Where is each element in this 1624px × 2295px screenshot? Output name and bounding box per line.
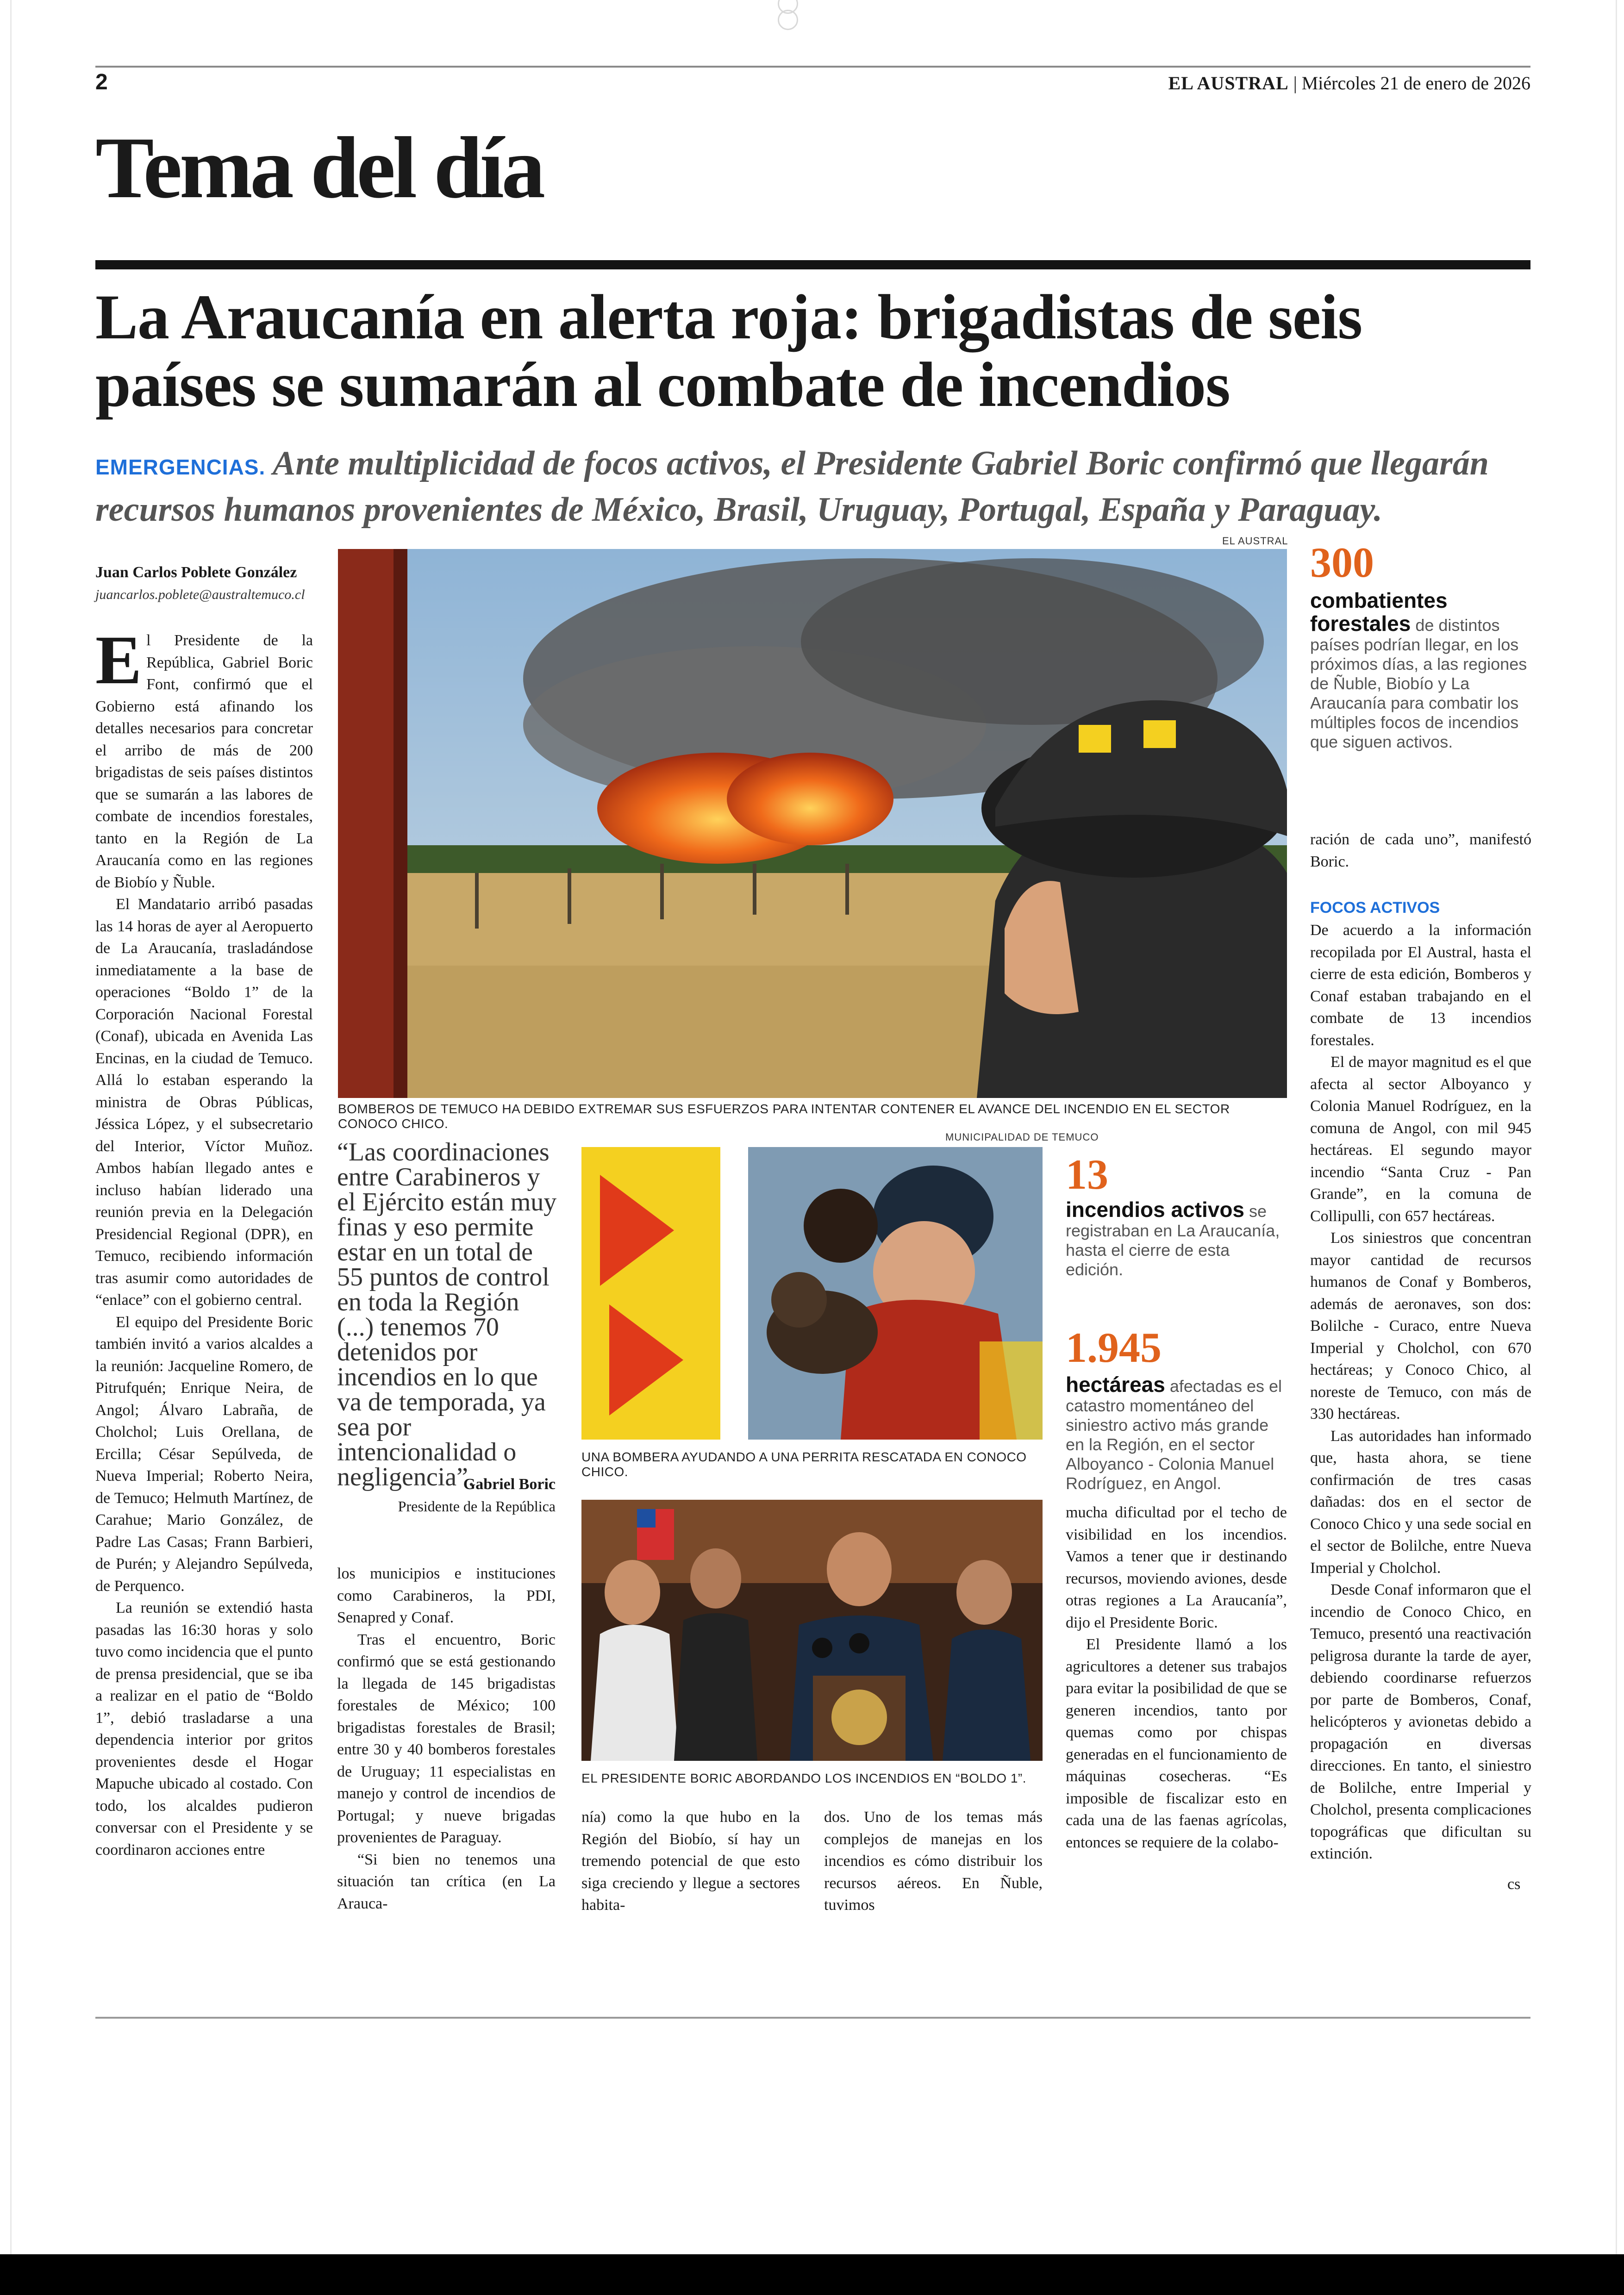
stat-number: 300	[1310, 539, 1374, 586]
section-rule	[95, 260, 1530, 269]
quote-author: Gabriel Boric	[463, 1476, 556, 1493]
deck	[95, 442, 1540, 531]
page-edge-right	[1616, 0, 1617, 2254]
paragraph: La reunión se extendió hasta pasadas las 16:30 horas y solo tuvo como incidencia que el punto de prensa presidencial, que se iba a realizar en el patio de “Boldo 1”, debió trasladarse a una dependencia interior por gritos provenientes desde el Hogar Mapuche ubicado al costado. Con todo, los alcaldes pudieron conversar con el Presidente y se coordinaron acciones entre	[95, 1599, 313, 1858]
paragraph: Tras el encuentro, Boric confirmó que se está gestionando la llegada de 145 brigadistas forestales de México; 100 brigadistas forestales de Brasil; entre 30 y 40 bomberos forestales de Uruguay; 11 especialistas en manejo y control de incendios de Portugal; y nueve brigadas provenientes de Paraguay.	[337, 1631, 556, 1846]
headline-line: La Araucanía en alerta roja: brigadistas de seis	[95, 281, 1362, 352]
stat-number: 1.945	[1066, 1324, 1162, 1371]
drop-cap: E	[95, 622, 142, 698]
stat-label: hectáreas	[1066, 1372, 1165, 1397]
dot-icon[interactable]	[778, 10, 798, 30]
article-column-6-continued	[1310, 919, 1531, 1865]
article-column-1	[95, 622, 313, 1861]
folio: EL AUSTRAL | Miércoles 21 de enero de 2026	[1168, 73, 1530, 94]
quote-author-role: Presidente de la República	[398, 1498, 556, 1515]
stat-label: incendios activos	[1066, 1197, 1245, 1222]
paragraph: nía) como la que hubo en la Región del Biobío, sí hay un tremendo potencial de que esto siga creciendo y llegue a sectores habita-	[581, 1809, 800, 1914]
paragraph: De acuerdo a la información recopilada por El Austral, hasta el cierre de esta edición, Bomberos y Conaf estaban trabajando en el combate de 13 incendios forestales.	[1310, 922, 1531, 1049]
headline	[95, 283, 1535, 418]
paragraph: El de mayor magnitud es el que afecta al sector Alboyanco y Colonia Manuel Rodríguez, en la comuna de Angol, con mil 945 hectáreas. El segundo mayor incendio “Santa Cruz - Pan Grande”, en la comuna de Collipulli, con 657 hectáreas.	[1310, 1054, 1531, 1225]
main-photo-firefighter	[338, 549, 1287, 1098]
article-column-2	[337, 1563, 556, 1915]
dog-photo-caption: UNA BOMBERA AYUDANDO A UNA PERRITA RESCATADA EN CONOCO CHICO.	[581, 1450, 1027, 1479]
paragraph: ración de cada uno”, manifestó Boric.	[1310, 831, 1531, 870]
stat-description: combatientes forestales de distintos países podrían llegar, en los próximos días, a las regiones de Ñuble, Biobío y La Araucanía para combatir los múltiples focos de incendios que siguen activos.	[1310, 588, 1527, 751]
paragraph: El Mandatario arribó pasadas las 14 horas de ayer al Aeropuerto de La Araucanía, trasladándose inmediatamente a la base de operaciones “Boldo 1” de la Corporación Nacional Forestal (Conaf), ubicada en Avenida Las Encinas, en la ciudad de Temuco. Allá lo estaban esperando la ministra de Obras Públicas, Jéssica López, y el subsecretario del Interior, Víctor Muñoz. Ambos habían llegado antes e incluso habían liderado una reunión previa en la Delegación Presidencial Regional (DPR), en Temuco, recibiendo información tras asumir como autoridades de “enlace” con el gobierno central.	[95, 896, 313, 1309]
photo-president-boric	[581, 1500, 1043, 1761]
headline-line: países se sumarán al combate de incendios	[95, 349, 1230, 420]
photo-firefighter-dog	[581, 1147, 1043, 1440]
stat-description: incendios activos se registraban en La Araucanía, hasta el cierre de esta edición.	[1066, 1197, 1280, 1279]
section-title: Tema del día	[95, 119, 543, 217]
paragraph: Las autoridades han informado que, hasta ahora, se tiene confirmación de tres casas dañadas: dos en el sector de Conoco Chico y una sede social en el sector de Bolilche, entre Nueva Imperial y Cholchol.	[1310, 1427, 1531, 1577]
paragraph: mucha dificultad por el techo de visibilidad en los incendios. Vamos a tener que ir destinando recursos, moviendo aviones, desde otras regiones a La Araucanía”, dijo el Presidente Boric.	[1066, 1504, 1287, 1631]
kicker-label: EMERGENCIAS.	[95, 455, 266, 479]
paragraph: El equipo del Presidente Boric también invitó a varios alcaldes a la reunión: Jacqueline Romero, de Pitrufquén; Enrique Neira, de Angol; Álvaro Labraña, de Cholchol; Luis Orellana, de Ercilla; César Sepúlveda, de Nueva Imperial; Roberto Neira, de Temuco; Helmuth Martínez, de Carahue; Mario González, de Padre Las Casas; Frann Barbieri, de Purén; y Alejandro Sepúlveda, de Perquenco.	[95, 1313, 313, 1595]
photo-credit: EL AUSTRAL	[1222, 535, 1288, 547]
stat-number: 13	[1066, 1151, 1108, 1198]
paragraph: El Presidente de la República, Gabriel Boric Font, confirmó que el Gobierno está afinando los detalles necesarios para concretar el arribo de más de 200 brigadistas de seis países distintos que se sumarán a las labores de combate de incendios forestales, tanto en la Región de La Araucanía como en las regiones de Biobío y Ñuble.	[95, 622, 313, 891]
stat-description: hectáreas afectadas es el catastro momentáneo del siniestro activo más grande en la Región, en el sector Alboyanco - Colonia Manuel Rodríguez, en Angol.	[1066, 1372, 1282, 1493]
photo-credit: MUNICIPALIDAD DE TEMUCO	[945, 1131, 1099, 1143]
boric-photo-caption: EL PRESIDENTE BORIC ABORDANDO LOS INCENDIOS EN “BOLDO 1”.	[581, 1771, 1026, 1785]
paragraph: los municipios e instituciones como Carabineros, la PDI, Senapred y Conaf.	[337, 1565, 556, 1626]
byline-author: Juan Carlos Poblete González	[95, 564, 297, 581]
paragraph: dos. Uno de los temas más complejos de manejas en los incendios es cómo distribuir los recursos aéreos. En Ñuble, tuvimos	[824, 1809, 1043, 1914]
main-photo-caption: BOMBEROS DE TEMUCO HA DEBIDO EXTREMAR SUS ESFUERZOS PARA INTENTAR CONTENER EL AVANCE DEL INCENDIO EN EL SECTOR CONOCO CHICO.	[338, 1102, 1230, 1131]
stat-label: combatientes forestales	[1310, 588, 1448, 636]
article-column-4	[824, 1806, 1043, 1916]
dog-rescue-photo-illustration	[581, 1147, 1043, 1440]
press-conference-photo-illustration	[581, 1500, 1043, 1761]
pull-quote: “Las coordinaciones entre Carabineros y el Ejército están muy finas y eso permite estar en un total de 55 puntos de control en toda la Región (...) tenemos 70 detenidos por incendios en lo que va de temporada, ya sea por intencionalidad o negligencia”.	[337, 1138, 557, 1491]
viewer-bottom-bar	[0, 2254, 1624, 2295]
article-column-6	[1310, 829, 1531, 873]
wildfire-photo-illustration	[338, 549, 1287, 1098]
deck-line: recursos humanos provenientes de México, Brasil, Uruguay, Portugal, España y Paraguay.	[95, 491, 1383, 529]
paragraph: El Presidente llamó a los agricultores a detener sus trabajos para evitar la posibilidad de que se generen incendios, tanto por quemas como por chispas generadas en el funcionamiento de máquinas cosecheras. “Es imposible de fiscalizar esto en cada una de las faenas agrícolas, entonces se requiere de la colabo-	[1066, 1636, 1287, 1851]
page-number: 2	[95, 70, 108, 94]
paragraph: Los siniestros que concentran mayor cantidad de recursos humanos de Conaf y Bomberos, además de aeronaves, son dos: Bolilche - Curaco, entre Nueva Imperial y Cholchol, con 670 hectáreas; y Conoco Chico, al noreste de Temuco, con más de 330 hectáreas.	[1310, 1229, 1531, 1422]
bottom-rule	[95, 2017, 1530, 2019]
edition-date: Miércoles 21 de enero de 2026	[1301, 73, 1530, 94]
paragraph: Desde Conaf informaron que el incendio de Conoco Chico, en Temuco, presentó una reactivación peligrosa durante la tarde de ayer, debiendo coordinarse refuerzos por parte de Bomberos, Conaf, helicópteros y avionetas debido a propagación en diversas direcciones. En tanto, el siniestro de Bolilche, entre Imperial y Cholchol, presenta complicaciones topográficas que dificultan su extinción.	[1310, 1581, 1531, 1862]
page-edge-left	[10, 0, 12, 2254]
paragraph: “Si bien no tenemos una situación tan crítica (en La Arauca-	[337, 1851, 556, 1912]
article-column-5	[1066, 1502, 1287, 1853]
deck-line: Ante multiplicidad de focos activos, el Presidente Gabriel Boric confirmó que llegarán	[273, 444, 1489, 482]
byline-email: juancarlos.poblete@australtemuco.cl	[95, 587, 305, 602]
top-rule	[95, 66, 1530, 68]
article-column-3	[581, 1806, 800, 1916]
viewer-page-dots[interactable]	[778, 0, 833, 14]
end-mark-icon: cs	[1507, 1876, 1521, 1893]
publication-name: EL AUSTRAL	[1168, 73, 1289, 94]
subhead-focos-activos: FOCOS ACTIVOS	[1310, 899, 1440, 917]
